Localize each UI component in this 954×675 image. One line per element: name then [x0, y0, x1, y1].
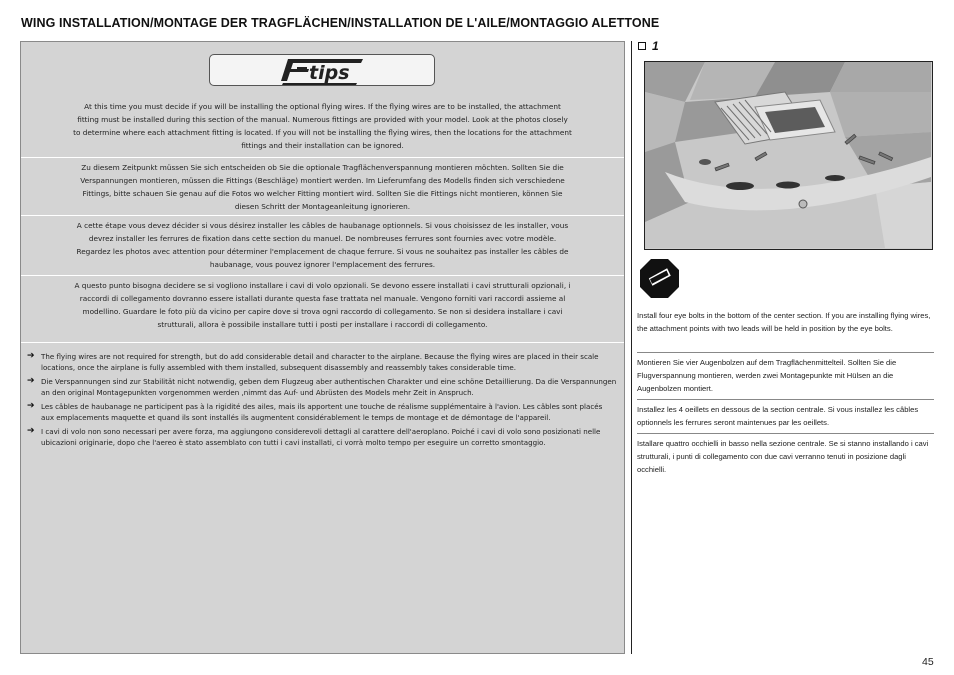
note-item	[27, 401, 617, 423]
note-text: Les câbles de haubanage ne participent pas à la rigidité des ailes, mais ils apportent une touche de réalisme supplémentaire à l'avion. Les câbles sont placés aux emplacements maquette et quand ils sont installés ils augmentent considérablement le temps de montage et de démontage de l'appareil.	[41, 402, 603, 422]
stop-sign-icon	[639, 258, 680, 299]
note-item	[27, 426, 617, 448]
etips-text-en: At this time you must decide if you will be installing the optional flying wires. If the flying wires are to be installed, the attachment fitting must be installed during this section of the manual. Numerous fittings are provided with your model. Look at the photos closely to determine where each attachment fitting is located. If you will not be installing the flying wires, then the locations for the attachment fittings and their installation can be ignored.	[73, 102, 572, 151]
step-photo	[644, 61, 933, 250]
etips-text-fr: A cette étape vous devez décider si vous désirez installer les câbles de haubanage optionnels. Si vous choisissez de les installer, vous devrez installer les ferrures de fixation dans cette section du manuel. De nombreuses ferrures sont fournies avec votre modèle. Regardez les photos avec attention pour déterminer l'emplacement de chaque ferrure. Si vous ne souhaitez pas installer les câbles de haubanage, vous pouvez ignorer l'emplacement des ferrures.	[21, 215, 624, 271]
step-label	[638, 39, 659, 53]
instruction-it: Istallare quattro occhielli in basso nella sezione centrale. Se si stanno installando i cavi strutturali, i punti di collegamento con due cavi verranno tenuti in posizione dagli occhielli.	[637, 439, 929, 474]
arrow-right-icon: ➔	[27, 376, 35, 386]
note-text: I cavi di volo non sono necessari per avere forza, ma aggiungono considerevoli dettagli al carattere dell'aeroplano. Poiché i cavi di volo sono posizionati nelle ubicazioni originarie, dopo che l'aereo è stato assemblato con tutti i cavi installati, ci vorrà molto tempo per eseguire un corretto smontaggio.	[41, 427, 601, 447]
checkbox-icon[interactable]	[638, 42, 646, 50]
note-text: The flying wires are not required for strength, but do add considerable detail and character to the airplane. Because the flying wires are placed in their scale locations, once the airplane is fully assembled with them installed, subsequent disassembly and reassembly takes considerable time.	[41, 352, 599, 372]
page-heading: WING INSTALLATION/MONTAGE DER TRAGFLÄCHEN/INSTALLATION DE L'AILE/MONTAGGIO ALETTONE	[21, 16, 660, 30]
svg-text:tips: tips	[309, 62, 350, 84]
etips-panel	[20, 41, 625, 654]
etips-logo-icon	[279, 57, 365, 85]
arrow-right-icon: ➔	[27, 351, 35, 361]
arrow-right-icon: ➔	[27, 401, 35, 411]
step-number: 1	[652, 39, 659, 53]
arrow-right-icon: ➔	[27, 426, 35, 436]
instruction-de: Montieren Sie vier Augenbolzen auf dem Tragflächenmittelteil. Sollten Sie die Flugverspannung montieren, werden zwei Montagepunkte mit Hülsen an die Augenbolzen montiert.	[637, 358, 897, 393]
etips-logo	[209, 54, 435, 86]
instruction-fr: Installez les 4 oeillets en dessous de la section centrale. Si vous installez les câbles optionnels les ferrures seront maintenues par les oeillets.	[637, 405, 919, 427]
page-number: 45	[922, 656, 934, 668]
divider	[637, 399, 934, 400]
divider	[637, 352, 934, 353]
column-divider	[631, 41, 632, 654]
notes-list	[27, 351, 617, 451]
etips-text-it: A questo punto bisogna decidere se si vogliono installare i cavi di volo opzionali. Se devono essere installati i cavi strutturali opzionali, i raccordi di collegamento dovranno essere istallati durante questa fase trattata nel manuale. Vengono forniti vari raccordi assieme al modellino. Guardare le foto più da vicino per capire dove si trova ogni raccordo di collegamento. Se non si desidera installare i cavi strutturali, allora è possibile installare tutti i posti per installare i raccordi di collegamento.	[21, 275, 624, 331]
divider	[637, 433, 934, 434]
divider	[21, 342, 624, 343]
instruction-en: Install four eye bolts in the bottom of the center section. If you are installing flying wires, the attachment points with two leads will be held in position by the eye bolts.	[637, 311, 931, 333]
note-item	[27, 351, 617, 373]
wing-photo-image	[645, 62, 931, 248]
note-item	[27, 376, 617, 398]
note-text: Die Verspannungen sind zur Stabilität nicht notwendig, geben dem Flugzeug aber authentischen Charakter und eine schöne Detaillierung. Da die Verspannungen an den original Montagepunkten vorgenommen werden ,nimmt das Auf- und Abrüsten des Models mehr Zeit in Anspruch.	[41, 377, 617, 397]
etips-text-de: Zu diesem Zeitpunkt müssen Sie sich entscheiden ob Sie die optionale Tragflächenverspannung montieren möchten. Sollten Sie die Verspannungen montieren, müssen die Fittings (Beschläge) montiert werden. Im Lieferumfang des Modells finden sich verschiedene Fittings, bitte schauen Sie genau auf die Fotos wo welcher Fitting montiert wird. Sollten Sie die Fittings nicht montieren, können Sie diesen Schritt der Montageanleitung ignorieren.	[21, 157, 624, 213]
